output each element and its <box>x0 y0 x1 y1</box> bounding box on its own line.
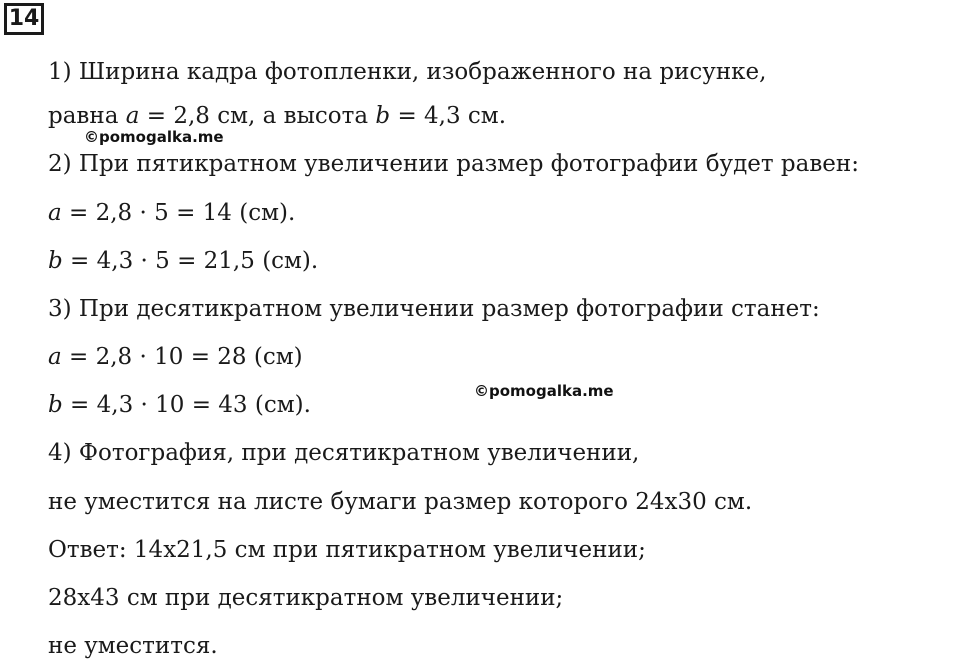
solution-line-2 <box>48 101 506 131</box>
variable-b: b <box>48 248 63 274</box>
line-2-prefix: равна <box>48 103 126 129</box>
task-number-box: 14 <box>4 3 44 35</box>
solution-line-6: 3) При десятикратном увеличении размер фотографии станет: <box>48 296 820 322</box>
solution-line-10: не уместится на листе бумаги размер которого 24х30 см. <box>48 489 753 515</box>
answer-line-2: 28х43 см при десятикратном увеличении; <box>48 585 564 611</box>
watermark-top: ©pomogalka.me <box>84 128 224 146</box>
solution-line-4 <box>48 198 295 228</box>
watermark-middle: ©pomogalka.me <box>474 382 614 400</box>
equation-b-x5: = 4,3 · 5 = 21,5 (см). <box>62 248 319 274</box>
solution-line-9: 4) Фотография, при десятикратном увеличении, <box>48 440 640 466</box>
solution-line-7 <box>48 342 303 372</box>
equation-a-x10: = 2,8 · 10 = 28 (см) <box>61 344 303 370</box>
equation-b-x10: = 4,3 · 10 = 43 (см). <box>62 392 311 418</box>
variable-a: a <box>125 103 140 129</box>
variable-a: a <box>48 344 62 370</box>
line-2-suffix: = 4,3 см. <box>390 103 507 129</box>
variable-b: b <box>375 103 391 129</box>
solution-line-5 <box>48 246 318 276</box>
solution-line-1: 1) Ширина кадра фотопленки, изображенного на рисунке, <box>48 59 767 85</box>
answer-line-3: не уместится. <box>48 633 218 659</box>
solution-line-3: 2) При пятикратном увеличении размер фотографии будет равен: <box>48 151 859 177</box>
solution-line-8 <box>48 390 311 420</box>
answer-line-1: Ответ: 14х21,5 см при пятикратном увеличении; <box>48 537 646 563</box>
variable-a: a <box>48 200 62 226</box>
line-2-middle: = 2,8 см, а высота <box>139 103 376 129</box>
variable-b: b <box>48 392 63 418</box>
equation-a-x5: = 2,8 · 5 = 14 (см). <box>61 200 296 226</box>
